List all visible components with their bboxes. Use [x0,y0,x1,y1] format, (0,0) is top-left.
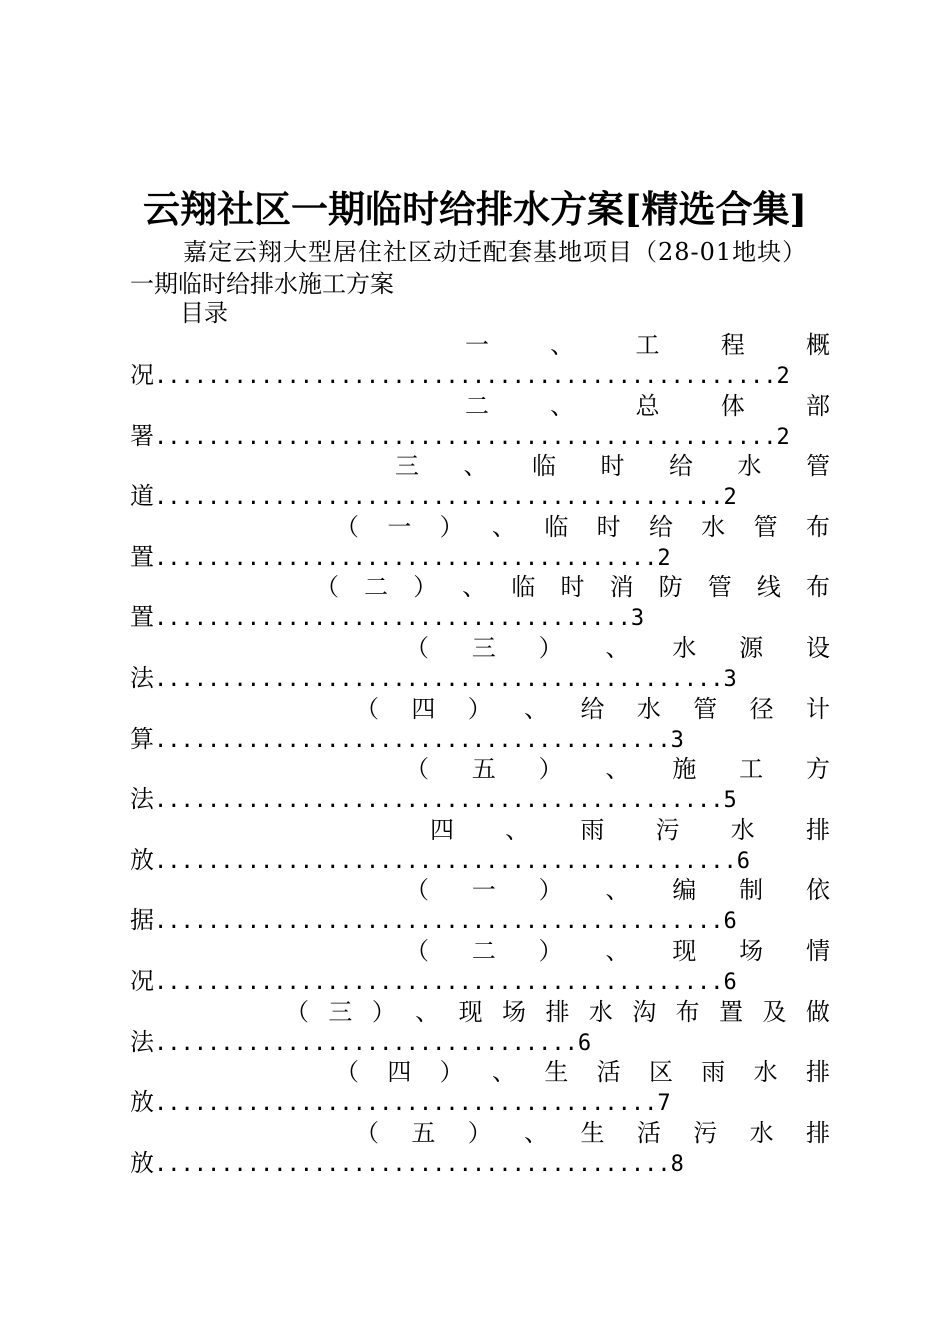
toc-entry-char: 临 [532,452,556,481]
toc-page-number: 6 [723,909,737,935]
toc-entry-heading [465,330,830,360]
document-subtitle-line-2: 一期临时给排水施工方案 [130,270,394,298]
toc-entry-char: 做 [805,997,830,1026]
toc-entry-tail: 据 [130,906,154,935]
toc-entry-tail: 道 [130,482,154,511]
toc-entry-char: 活 [636,1118,661,1147]
toc-entry-leader-line [130,542,671,572]
toc-entry-heading [355,1118,830,1148]
toc-entry-tail: 法 [130,1027,154,1056]
toc-heading: 目录 [180,299,228,327]
toc-entry[interactable] [130,936,830,997]
table-of-contents [130,330,830,1178]
toc-entry-char: 、 [550,331,575,359]
toc-entry-char: （ [335,1058,359,1087]
document-subtitle-line-1: 嘉定云翔大型居住社区动迁配套基地项目（28-01地块） [183,238,808,266]
toc-entry-char: 总 [635,391,660,420]
toc-entry-char: ） [538,876,563,905]
toc-entry-heading [405,936,830,966]
toc-entry-char: 布 [805,512,830,541]
toc-entry-char: 给 [669,452,693,481]
toc-entry[interactable] [130,633,830,694]
toc-entry-char: 体 [720,391,745,420]
toc-entry[interactable] [130,997,830,1058]
toc-entry-char: （ [405,633,429,662]
toc-entry-tail: 法 [130,663,154,692]
toc-entry[interactable] [130,451,830,512]
toc-entry-char: 现 [458,997,483,1026]
toc-entry-leader-line [130,724,684,754]
toc-entry[interactable] [130,815,830,876]
toc-entry-heading [285,997,830,1027]
toc-entry-char: 管 [693,694,718,723]
toc-entry-char: 线 [756,573,781,602]
toc-entry-char: 、 [605,936,630,965]
toc-entry-char: 沟 [632,997,657,1026]
toc-entry-char: 四 [387,1058,412,1087]
toc-entry-char: （ [315,573,339,602]
toc-entry-tail: 况 [130,966,154,995]
toc-entry-char: 、 [605,755,630,784]
toc-entry-char: ） [439,512,464,541]
toc-entry-char: 编 [672,876,697,905]
toc-entry-leader-line [130,784,737,814]
toc-entry-leader-line [130,905,737,935]
toc-entry-char: 水 [672,633,697,662]
toc-entry-leader-line [130,1148,684,1178]
toc-entry-tail: 置 [130,603,154,632]
toc-entry-char: 时 [600,452,625,481]
toc-entry-char: 一 [387,512,412,541]
toc-entry-char: 临 [511,573,536,602]
toc-page-number: 5 [723,788,737,814]
toc-entry-char: ） [413,573,438,602]
toc-entry-leader-line [130,602,644,632]
toc-entry-char: 场 [502,997,527,1026]
toc-entry[interactable] [130,1118,830,1179]
toc-entry-heading [355,694,830,724]
toc-entry-char: ） [538,936,563,965]
toc-page-number: 2 [776,424,790,450]
toc-entry-char: 、 [605,633,630,662]
toc-entry-leader-line [130,663,737,693]
toc-entry-char: 、 [491,512,516,541]
toc-entry-leader-line [130,360,790,390]
toc-page-number: 7 [657,1091,671,1117]
toc-entry-char: 管 [806,452,830,481]
toc-entry-heading [335,512,830,542]
toc-entry-char: 给 [580,694,605,723]
toc-entry-char: 置 [719,997,744,1026]
toc-entry-char: 雨 [701,1058,726,1087]
toc-entry-leader-line [130,1087,671,1117]
toc-entry-char: 、 [505,815,530,844]
toc-entry-char: 排 [806,1118,830,1147]
toc-dot-leader: ........................................... [154,485,724,511]
toc-entry-char: （ [405,876,429,905]
toc-entry-char: 管 [707,573,732,602]
toc-entry-char: 水 [730,815,755,844]
toc-entry-heading [395,451,830,481]
toc-entry-char: 计 [806,694,830,723]
toc-entry-char: 活 [596,1058,621,1087]
toc-entry-char: 施 [672,755,697,784]
toc-entry-char: ） [439,1058,464,1087]
toc-entry-char: ） [467,1118,492,1147]
toc-entry-leader-line [130,421,790,451]
toc-entry-char: 、 [605,876,630,905]
toc-entry[interactable] [130,512,830,573]
toc-entry-char: 制 [739,876,764,905]
toc-entry-char: 布 [675,997,700,1026]
toc-entry-char: 雨 [580,815,605,844]
toc-dot-leader: ............................................... [154,364,777,389]
toc-entry-char: 排 [805,1058,830,1087]
toc-entry-char: 管 [753,512,778,541]
toc-entry-char: 现 [672,936,697,965]
toc-dot-leader: ............................................ [154,848,737,874]
toc-entry-char: 情 [805,936,830,965]
toc-entry-char: 排 [545,997,570,1026]
toc-entry[interactable] [130,391,830,452]
toc-entry-char: 工 [739,755,764,784]
toc-entry-char: 二 [465,391,489,420]
toc-dot-leader: ...................................... [154,545,658,571]
toc-entry-char: 一 [465,331,489,359]
toc-dot-leader: ........................................... [154,909,724,935]
toc-entry-char: 给 [648,512,673,541]
toc-entry-char: 四 [430,815,454,844]
toc-dot-leader: ....................................... [154,1151,671,1177]
toc-dot-leader: ........................................... [154,788,724,814]
toc-entry-char: ） [538,633,563,662]
toc-page-number: 6 [736,848,751,874]
toc-entry-char: 污 [693,1118,718,1147]
toc-entry-leader-line [130,1027,591,1057]
toc-entry-tail: 算 [130,724,154,753]
toc-entry-char: （ [285,997,309,1026]
toc-page-number: 6 [723,969,737,995]
toc-entry-char: 生 [544,1058,569,1087]
toc-entry-char: ） [538,755,563,784]
toc-entry-char: 程 [720,331,745,359]
toc-entry-heading [430,815,830,845]
toc-page-number: 3 [630,606,645,632]
toc-entry-char: 三 [395,452,419,481]
toc-page-number: 2 [657,545,671,571]
toc-dot-leader: ............................................... [154,424,777,450]
toc-page-number: 6 [577,1030,592,1056]
toc-entry-char: 、 [462,573,487,602]
toc-entry[interactable] [130,754,830,815]
toc-entry-char: 依 [805,876,830,905]
toc-entry-tail: 置 [130,542,154,571]
toc-entry[interactable] [130,572,830,633]
toc-entry-char: 排 [805,815,830,844]
toc-entry-char: 水 [588,997,613,1026]
toc-entry-char: 三 [471,633,496,662]
toc-entry-char: ） [371,997,396,1026]
toc-entry-tail: 况 [130,361,154,389]
toc-entry-char: 、 [491,1058,516,1087]
toc-entry-char: 场 [739,936,764,965]
toc-entry-char: 、 [550,391,575,420]
toc-entry-char: 方 [805,755,830,784]
toc-entry-char: 三 [328,997,353,1026]
document-title: 云翔社区一期临时给排水方案[精选合集] [142,187,807,231]
toc-entry-tail: 放 [130,1148,154,1177]
toc-page-number: 8 [670,1151,684,1177]
toc-entry-char: 防 [658,573,683,602]
toc-entry-char: 生 [580,1118,605,1147]
toc-entry-char: （ [355,1118,379,1147]
toc-dot-leader: .................................... [154,606,631,632]
toc-entry-char: 二 [364,573,389,602]
toc-entry-char: 径 [749,694,774,723]
toc-entry-char: 、 [524,694,549,723]
toc-entry-char: 水 [701,512,726,541]
toc-entry-char: 时 [596,512,621,541]
toc-page-number: 2 [723,485,737,511]
toc-entry-char: 时 [560,573,585,602]
toc-entry-tail: 署 [130,421,154,450]
toc-entry-char: 源 [739,633,764,662]
toc-entry-tail: 放 [130,1088,154,1117]
toc-entry-leader-line [130,481,737,511]
toc-entry-char: 水 [753,1058,778,1087]
toc-entry-char: （ [405,755,429,784]
toc-dot-leader: ...................................... [154,1091,658,1117]
toc-entry-leader-line [130,966,737,996]
toc-entry-heading [315,572,830,602]
toc-dot-leader: ........................................... [154,666,724,692]
toc-entry-char: 工 [635,331,660,359]
toc-entry[interactable] [130,875,830,936]
toc-entry-heading [405,754,830,784]
toc-entry-heading [405,633,830,663]
toc-entry-tail: 法 [130,785,154,814]
toc-entry-char: 水 [636,694,661,723]
toc-entry-char: 设 [805,633,830,662]
toc-entry-char: 及 [762,997,787,1026]
toc-entry-char: ） [467,694,492,723]
toc-dot-leader: ................................ [154,1030,578,1056]
toc-entry-char: （ [355,694,379,723]
toc-entry-tail: 放 [130,845,154,874]
toc-page-number: 2 [776,364,790,389]
toc-entry-char: 五 [411,1118,436,1147]
toc-page-number: 3 [670,727,684,753]
toc-entry-heading [335,1057,830,1087]
toc-page-number: 3 [723,666,737,692]
toc-entry-char: 五 [471,755,496,784]
toc-entry-char: 一 [471,876,496,905]
toc-entry-char: 、 [415,997,440,1026]
toc-entry-char: 概 [806,331,830,359]
toc-entry-char: （ [335,512,359,541]
toc-dot-leader: ........................................... [154,969,724,995]
toc-entry-char: 区 [648,1058,673,1087]
toc-entry-char: 二 [471,936,496,965]
toc-entry-char: 部 [806,391,830,420]
toc-entry-char: 消 [609,573,634,602]
toc-entry[interactable] [130,694,830,755]
toc-entry-heading [465,391,830,421]
toc-entry-char: 污 [655,815,680,844]
toc-entry-char: 水 [737,452,762,481]
toc-entry[interactable] [130,330,830,391]
toc-entry-char: 水 [749,1118,774,1147]
toc-dot-leader: ....................................... [154,727,671,753]
toc-entry-char: 四 [411,694,436,723]
toc-entry-char: 、 [463,452,488,481]
toc-entry-char: 布 [805,573,830,602]
toc-entry-heading [405,875,830,905]
toc-entry-char: 临 [544,512,569,541]
toc-entry[interactable] [130,1057,830,1118]
toc-entry-char: 、 [524,1118,549,1147]
toc-entry-char: （ [405,936,429,965]
toc-entry-leader-line [130,845,750,875]
